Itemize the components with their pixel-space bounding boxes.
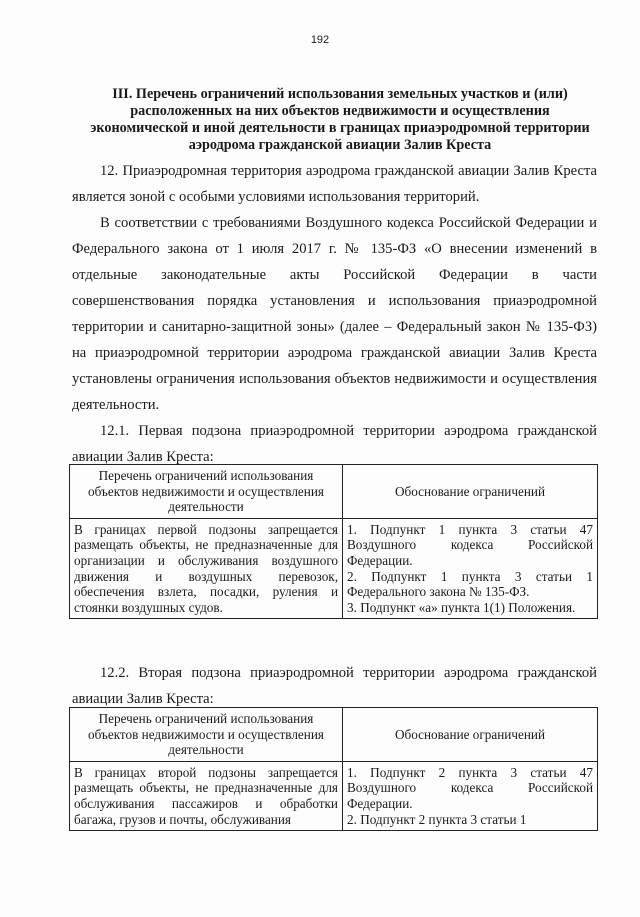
justification-list bbox=[343, 518, 598, 619]
table-row bbox=[70, 518, 598, 619]
header-justification: Обоснование ограничений bbox=[343, 465, 598, 519]
heading-line: экономической и иной деятельности в границах приаэродромной территории bbox=[90, 120, 590, 136]
table-header-row bbox=[70, 465, 598, 519]
heading-line: аэродрома гражданской авиации Залив Креста bbox=[188, 137, 492, 153]
restrictions-table-subzone-2 bbox=[69, 707, 598, 831]
justification-list bbox=[343, 761, 598, 830]
header-justification: Обоснование ограничений bbox=[343, 708, 598, 762]
header-restrictions-list: Перечень ограничений использования объектов недвижимости и осуществления деятельности bbox=[70, 465, 343, 519]
justification-item: 2. Подпункт 1 пункта 3 статьи 1 Федерального закона № 135-ФЗ. bbox=[347, 568, 593, 600]
justification-item: 3. Подпункт «а» пункта 1(1) Положения. bbox=[347, 599, 576, 615]
paragraph-12: 12. Приаэродромная территория аэродрома гражданской авиации Залив Креста является зоной с особыми условиями использования территорий. bbox=[72, 163, 597, 205]
page-number: 192 bbox=[310, 34, 330, 46]
heading-line: III. Перечень ограничений использования земельных участков и (или) bbox=[112, 86, 568, 102]
restrictions-table-subzone-1 bbox=[69, 464, 598, 619]
paragraph-12-1: 12.1. Первая подзона приаэродромной территории аэродрома гражданской авиации Залив Креста: bbox=[72, 423, 597, 465]
paragraph-accordance: В соответствии с требованиями Воздушного кодекса Российской Федерации и Федерального закона от 1 июля 2017 г. № 135-ФЗ «О внесении изменений в отдельные законодательные акты Российской Федерации в части совершенствования порядка установления и использования приаэродромной территории и санитарно-защитной зоны» (далее – Федеральный закон № 135-ФЗ) на приаэродромной территории аэродрома гражданской авиации Залив Креста установлены ограничения использования объектов недвижимости и осуществления деятельности. bbox=[72, 215, 597, 413]
header-restrictions-list: Перечень ограничений использования объектов недвижимости и осуществления деятельности bbox=[70, 708, 343, 762]
restriction-text: В границах второй подзоны запрещается размещать объекты, не предназначенные для обслуживания пассажиров и обработки багажа, грузов и почты, обслуживания bbox=[70, 761, 343, 830]
table-header-row bbox=[70, 708, 598, 762]
heading-line: расположенных на них объектов недвижимости и осуществления bbox=[130, 103, 550, 119]
restriction-text: В границах первой подзоны запрещается размещать объекты, не предназначенные для организации и обслуживания воздушного движения и воздушных перевозок, обеспечения взлета, посадки, руления и стоянки воздушных судов. bbox=[70, 518, 343, 619]
section-heading bbox=[80, 86, 600, 154]
justification-item: 2. Подпункт 2 пункта 3 статьи 1 bbox=[347, 811, 527, 827]
justification-item: 1. Подпункт 1 пункта 3 статьи 47 Воздушного кодекса Российской Федерации. bbox=[347, 521, 593, 568]
justification-item: 1. Подпункт 2 пункта 3 статьи 47 Воздушного кодекса Российской Федерации. bbox=[347, 764, 593, 811]
table-row bbox=[70, 761, 598, 830]
paragraph-12-2: 12.2. Вторая подзона приаэродромной территории аэродрома гражданской авиации Залив Креста: bbox=[72, 665, 597, 707]
